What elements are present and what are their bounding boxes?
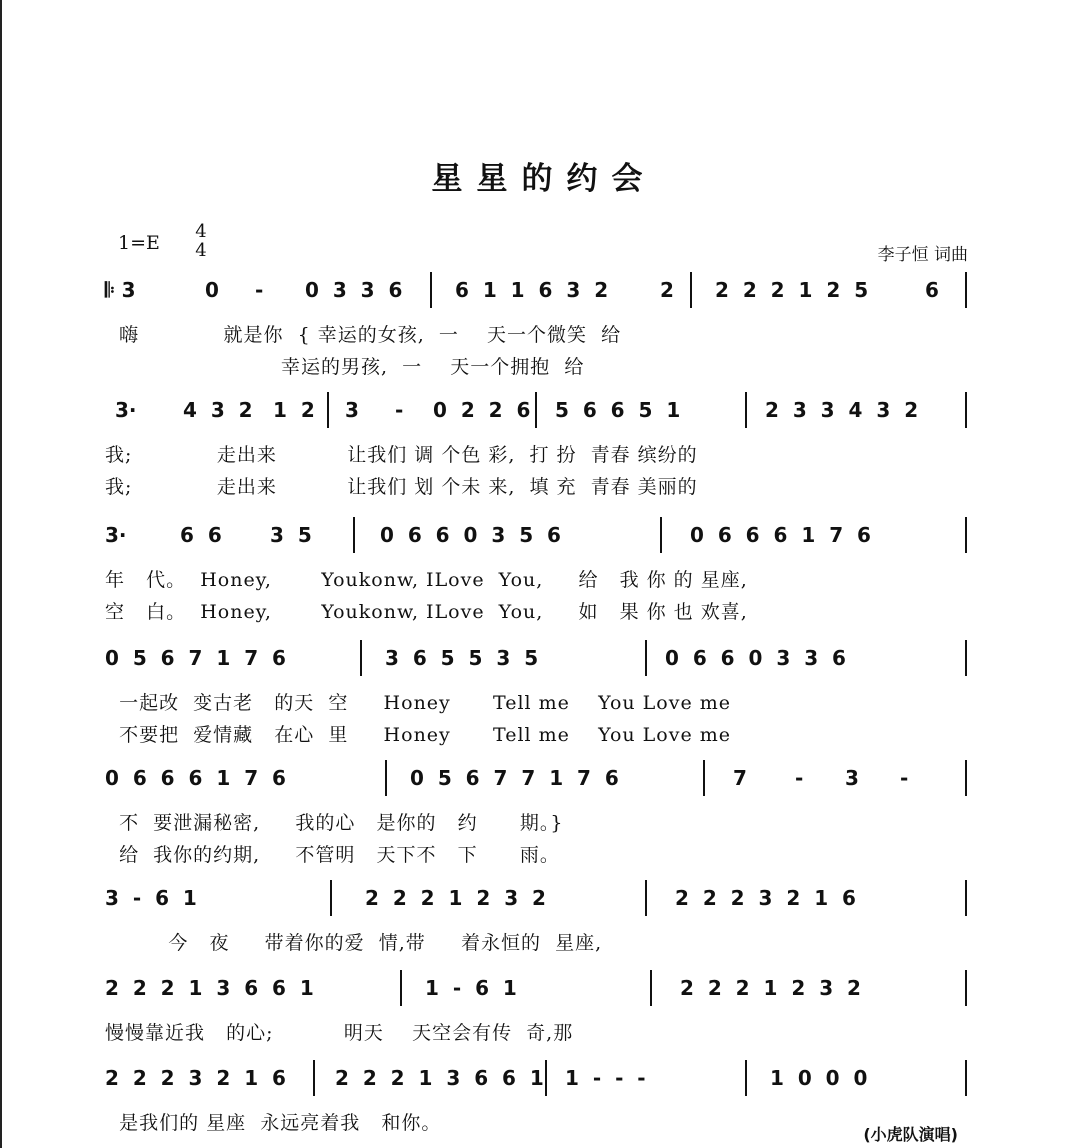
bar-line <box>385 760 387 796</box>
bar-line <box>965 272 967 308</box>
performer-credit: (小虎队演唱) <box>863 1125 958 1144</box>
bar-line <box>965 1060 967 1096</box>
note-group: 0 6 6 0 3 5 6 <box>380 523 561 547</box>
note-group: 0 6 6 6 1 7 6 <box>105 766 286 790</box>
note-group: 2 <box>660 278 674 302</box>
note-group: 2 2 2 1 3 6 6 1 <box>335 1066 544 1090</box>
lyric-line: 今 夜 带着你的爱 情,带 着永恒的 星座, <box>105 932 603 954</box>
note-group: 0 5 6 7 7 1 7 6 <box>410 766 619 790</box>
notation-row <box>105 1058 975 1098</box>
bar-line <box>645 880 647 916</box>
bar-line <box>545 1060 547 1096</box>
note-group: 2 2 2 1 2 3 2 <box>365 886 546 910</box>
notation-row <box>105 270 975 310</box>
bar-line <box>330 880 332 916</box>
lyric-line: 我; 走出来 让我们 划 个未 来, 填 充 青春 美丽的 <box>105 476 698 498</box>
bar-line <box>690 272 692 308</box>
lyric-line: 幸运的男孩, 一 天一个拥抱 给 <box>105 356 585 378</box>
bar-line <box>703 760 705 796</box>
lyric-line: 不 要泄漏秘密, 我的心 是你的 约 期。} <box>105 812 564 834</box>
bar-line <box>650 970 652 1006</box>
note-group: 1 - 6 1 <box>425 976 517 1000</box>
note-group: 3· <box>105 523 127 547</box>
bar-line <box>400 970 402 1006</box>
song-title: 星星的约会 <box>431 161 657 197</box>
bar-line <box>965 880 967 916</box>
note-group: 1 0 0 0 <box>770 1066 868 1090</box>
note-group: 2 2 2 3 2 1 6 <box>675 886 856 910</box>
bar-line <box>353 517 355 553</box>
note-group: 2 2 2 3 2 1 6 <box>105 1066 286 1090</box>
note-group: 0 6 6 0 3 3 6 <box>665 646 846 670</box>
note-group: 2 2 2 1 3 6 6 1 <box>105 976 314 1000</box>
note-group: 2 2 2 1 2 3 2 <box>680 976 861 1000</box>
lyric-line: 慢慢靠近我 的心; 明天 天空会有传 奇,那 <box>105 1022 574 1044</box>
note-group: 2 3 3 4 3 2 <box>765 398 919 422</box>
note-group: 3 - 6 1 <box>105 886 197 910</box>
note-group: 0 <box>205 278 219 302</box>
note-group: 5 6 6 5 1 <box>555 398 681 422</box>
lyric-line: 是我们的 星座 永远亮着我 和你。 <box>105 1112 442 1134</box>
bar-line <box>660 517 662 553</box>
note-group: - <box>900 766 909 790</box>
lyric-line: 空 白。 Honey, Youkonw, ILove You, 如 果 你 也 欢喜, <box>105 601 748 623</box>
composer-credit: 李子恒 词曲 <box>877 245 968 265</box>
lyric-line: 一起改 变古老 的天 空 Honey Tell me You Love me <box>105 692 732 714</box>
note-group: 3 <box>345 398 359 422</box>
bar-line <box>965 517 967 553</box>
note-group: 0 6 6 6 1 7 6 <box>690 523 871 547</box>
notation-row <box>105 638 975 678</box>
note-group: - <box>255 278 264 302</box>
notation-row <box>105 878 975 918</box>
bar-line <box>965 760 967 796</box>
notation-row <box>105 758 975 798</box>
note-group: 3 6 5 5 3 5 <box>385 646 539 670</box>
note-group: 𝄆 3 <box>105 278 136 302</box>
time-signature-bottom: 4 <box>195 240 207 261</box>
bar-line <box>965 392 967 428</box>
bar-line <box>965 640 967 676</box>
note-group: 1 2 <box>273 398 315 422</box>
note-group: 4 3 2 <box>183 398 253 422</box>
lyric-line: 不要把 爱情藏 在心 里 Honey Tell me You Love me <box>105 724 732 746</box>
note-group: 7 <box>733 766 747 790</box>
bar-line <box>965 970 967 1006</box>
note-group: 0 3 3 6 <box>305 278 403 302</box>
bar-line <box>745 1060 747 1096</box>
lyric-line: 给 我你的约期, 不管明 天下不 下 雨。 <box>105 844 560 866</box>
note-group: - <box>795 766 804 790</box>
key-signature: 1=E <box>118 232 160 254</box>
note-group: 2 2 2 1 2 5 <box>715 278 869 302</box>
note-group: 6 1 1 6 3 2 <box>455 278 609 302</box>
note-group: 6 6 <box>180 523 222 547</box>
bar-line <box>745 392 747 428</box>
note-group: 0 5 6 7 1 7 6 <box>105 646 286 670</box>
note-group: 3 <box>845 766 859 790</box>
lyric-line: 年 代。 Honey, Youkonw, ILove You, 给 我 你 的 星座, <box>105 569 748 591</box>
time-signature <box>194 222 208 260</box>
note-group: 1 - - - <box>565 1066 646 1090</box>
notation-row <box>105 515 975 555</box>
note-group: - <box>395 398 404 422</box>
lyric-line: 我; 走出来 让我们 调 个色 彩, 打 扮 青春 缤纷的 <box>105 444 698 466</box>
bar-line <box>313 1060 315 1096</box>
note-group: 3· <box>115 398 137 422</box>
bar-line <box>327 392 329 428</box>
lyric-line: 嗨 就是你 { 幸运的女孩, 一 天一个微笑 给 <box>105 324 622 346</box>
bar-line <box>645 640 647 676</box>
note-group: 0 2 2 6 <box>433 398 531 422</box>
note-group: 3 5 <box>270 523 312 547</box>
bar-line <box>535 392 537 428</box>
notation-row <box>105 968 975 1008</box>
note-group: 6 <box>925 278 939 302</box>
time-signature-top: 4 <box>195 221 207 242</box>
bar-line <box>430 272 432 308</box>
notation-row <box>105 390 975 430</box>
bar-line <box>360 640 362 676</box>
